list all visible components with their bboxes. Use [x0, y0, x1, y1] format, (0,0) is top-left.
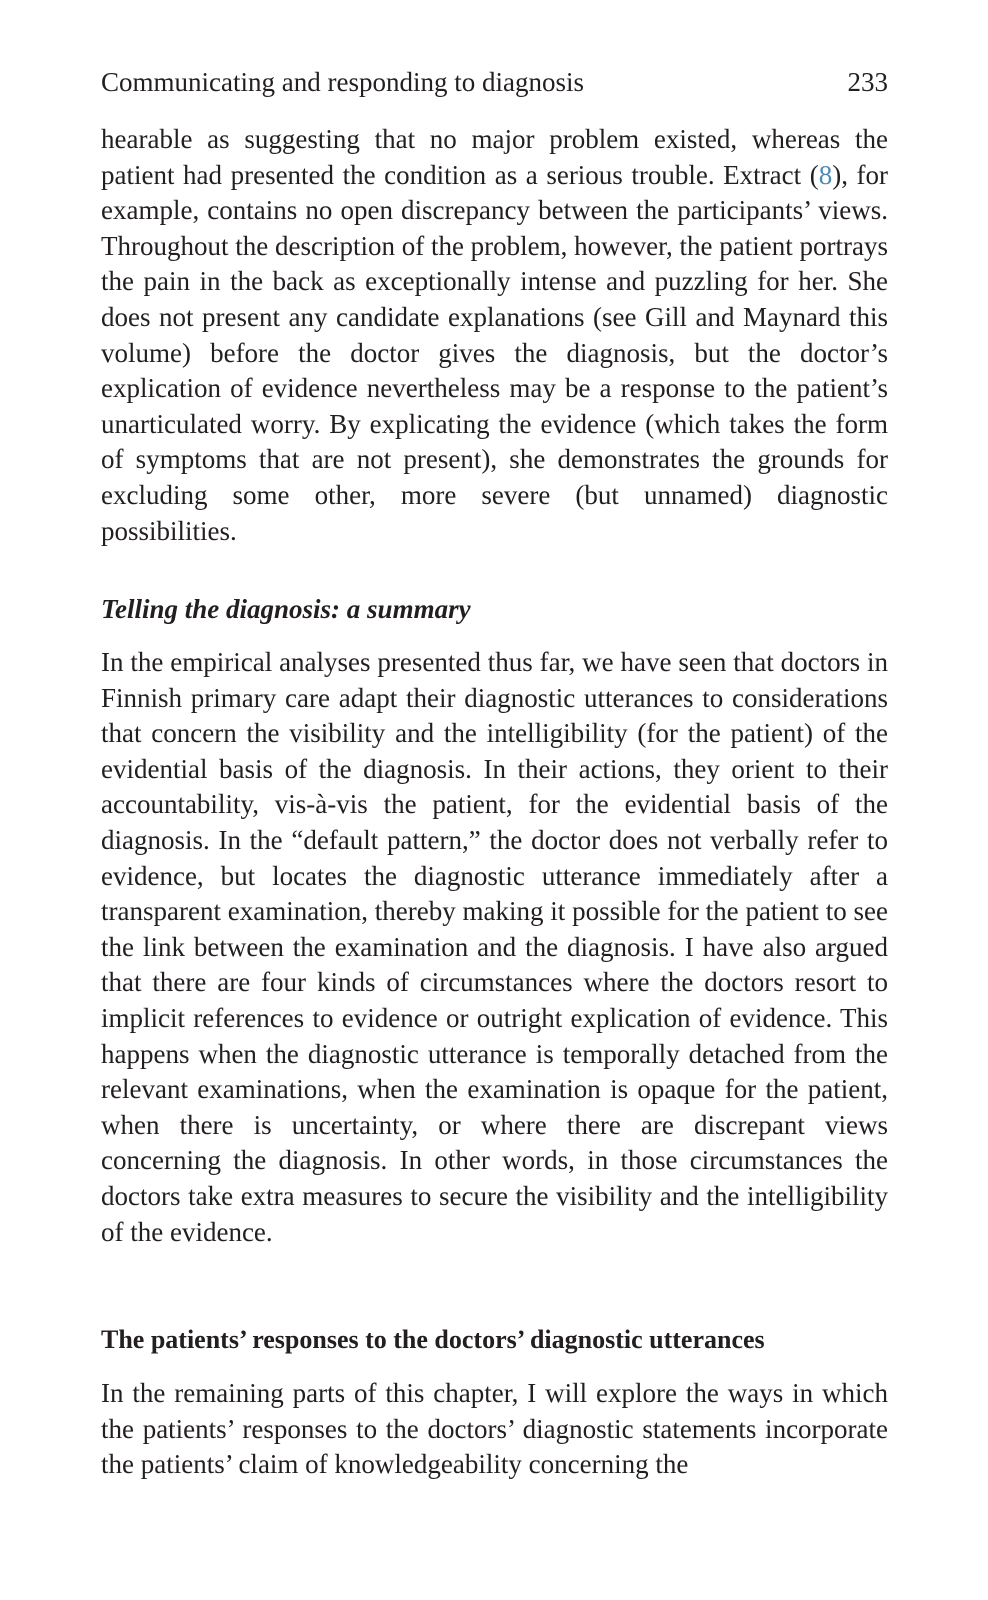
- running-head: [101, 64, 888, 100]
- running-head-title: Communicating and responding to diagnosis: [101, 67, 584, 97]
- continuation-paragraph-block: [101, 122, 888, 549]
- summary-section-heading-block: [101, 591, 888, 627]
- continuation-paragraph: [101, 122, 888, 549]
- summary-section-heading: Telling the diagnosis: a summary: [101, 594, 471, 624]
- paragraph-text-before-reference: hearable as suggesting that no major problem existed, whereas the patient had presented the condition as a serious trouble. Extract (: [101, 124, 888, 190]
- page-number: 233: [847, 67, 888, 97]
- responses-section-heading: The patients’ responses to the doctors’ diagnostic utterances: [101, 1325, 765, 1354]
- summary-paragraph: In the empirical analyses presented thus far, we have seen that doctors in Finnish primary care adapt their diagnostic utterances to considerations that concern the visibility and the intelligibility (for the patient) of the evidential basis of the diagnosis. In their actions, they orient to their accountability, vis-à-vis the patient, for the evidential basis of the diagnosis. In the “default pattern,” the doctor does not verbally refer to evidence, but locates the diagnostic utterance immediately after a transparent examination, thereby making it possible for the patient to see the link between the examination and the diagnosis. I have also argued that there are four kinds of circumstances where the doctors resort to implicit references to evidence or outright explication of evidence. This happens when the diagnostic utterance is temporally detached from the relevant examinations, when the examination is opaque for the patient, when there is uncertainty, or where there are discrepant views concerning the diagnosis. In other words, in those circumstances the doctors take extra measures to secure the visibility and the intelligibility of the evidence.: [101, 647, 888, 1247]
- responses-paragraph: In the remaining parts of this chapter, I will explore the ways in which the patients’ responses to the doctors’ diagnostic statements incorporate the patients’ claim of knowledgeability concerning the: [101, 1378, 888, 1480]
- paragraph-text-after-reference: ), for example, contains no open discrepancy between the participants’ views. Throughout the description of the problem, however, the patient portrays the pain in the back as exceptionally intense and puzzling for her. She does not present any candidate explanations (see Gill and Maynard this volume) before the doctor gives the diagnosis, but the doctor’s explication of evidence nevertheless may be a response to the patient’s unarticulated worry. By explicating the evidence (which takes the form of symptoms that are not present), she demonstrates the grounds for excluding some other, more severe (but unnamed) diagnostic possibilities.: [101, 159, 888, 546]
- summary-paragraph-block: [101, 645, 888, 1250]
- responses-section-heading-block: [101, 1322, 888, 1358]
- responses-paragraph-block: [101, 1376, 888, 1483]
- extract-cross-reference-link[interactable]: 8: [818, 159, 833, 190]
